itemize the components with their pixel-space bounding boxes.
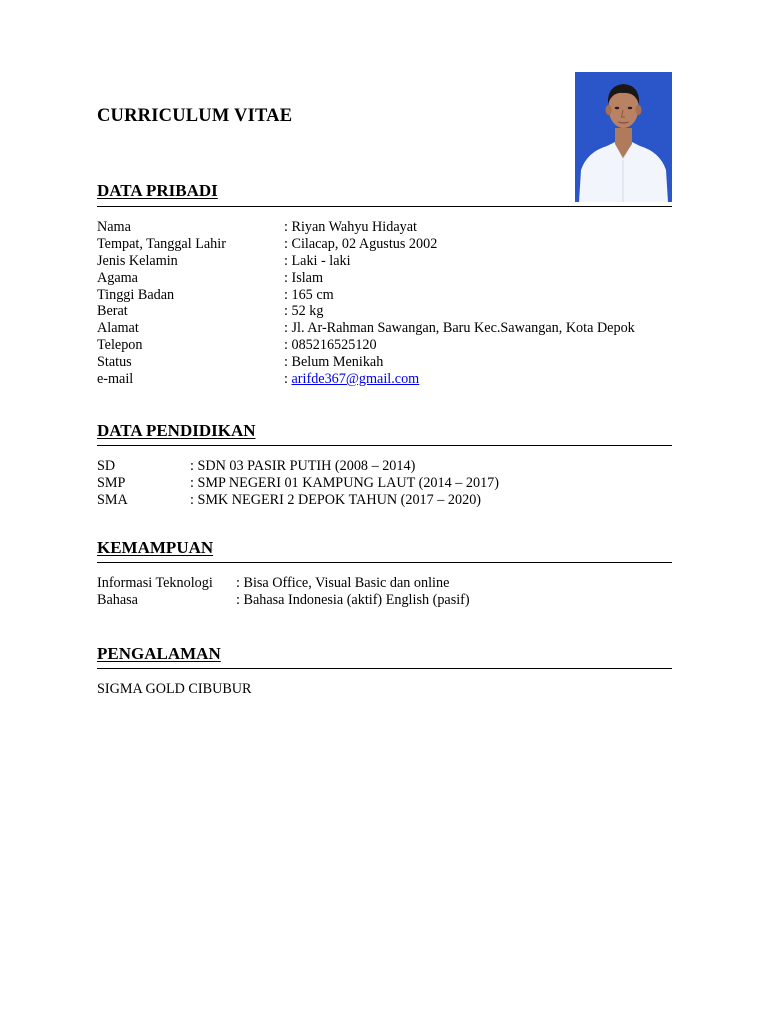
email-separator: : (284, 371, 292, 388)
email-label: e-mail (97, 371, 134, 388)
field-label: Agama (97, 269, 138, 286)
education-level: SMA (97, 491, 128, 508)
section-heading-pengalaman: PENGALAMAN (97, 644, 221, 663)
education-school: : SMP NEGERI 01 KAMPUNG LAUT (2014 – 2017) (190, 474, 499, 491)
section-heading-data-pendidikan: DATA PENDIDIKAN (97, 421, 256, 440)
portrait-photo-icon (575, 72, 672, 202)
field-label: Tempat, Tanggal Lahir (97, 235, 226, 252)
skill-value: : Bahasa Indonesia (aktif) English (pasif) (236, 591, 470, 608)
experience-item: SIGMA GOLD CIBUBUR (97, 681, 252, 697)
skill-value: : Bisa Office, Visual Basic dan online (236, 575, 450, 591)
field-value: : 165 cm (284, 286, 334, 303)
section-divider (97, 206, 672, 207)
field-value: : 085216525120 (284, 337, 377, 354)
section-divider (97, 668, 672, 669)
page-title: CURRICULUM VITAE (97, 106, 293, 126)
field-value: : Islam (284, 269, 324, 286)
education-school: : SDN 03 PASIR PUTIH (2008 – 2014) (190, 458, 416, 474)
field-value: : 52 kg (284, 303, 324, 320)
skill-label: Informasi Teknologi (97, 575, 213, 591)
field-label: Berat (97, 303, 128, 320)
field-label: Alamat (97, 320, 139, 337)
field-value: : Cilacap, 02 Agustus 2002 (284, 235, 438, 252)
education-school: : SMK NEGERI 2 DEPOK TAHUN (2017 – 2020) (190, 491, 482, 508)
field-label: Nama (97, 219, 131, 235)
field-label: Tinggi Badan (97, 286, 175, 303)
section-heading-data-pribadi: DATA PRIBADI (97, 181, 218, 200)
section-divider (97, 562, 672, 563)
section-divider (97, 445, 672, 446)
email-link[interactable]: arifde367@gmail.com (291, 371, 420, 388)
field-label: Status (97, 354, 132, 371)
education-level: SD (97, 458, 116, 474)
education-level: SMP (97, 474, 126, 491)
field-value: : Laki - laki (284, 252, 351, 269)
field-value: : Riyan Wahyu Hidayat (284, 219, 417, 235)
field-label: Telepon (97, 337, 143, 354)
skill-label: Bahasa (97, 591, 138, 608)
profile-photo (575, 72, 672, 202)
field-value: : Jl. Ar-Rahman Sawangan, Baru Kec.Sawangan, Kota Depok (284, 320, 635, 337)
section-heading-kemampuan: KEMAMPUAN (97, 538, 214, 557)
email-value (284, 371, 419, 388)
field-value: : Belum Menikah (284, 354, 384, 371)
field-label: Jenis Kelamin (97, 252, 178, 269)
